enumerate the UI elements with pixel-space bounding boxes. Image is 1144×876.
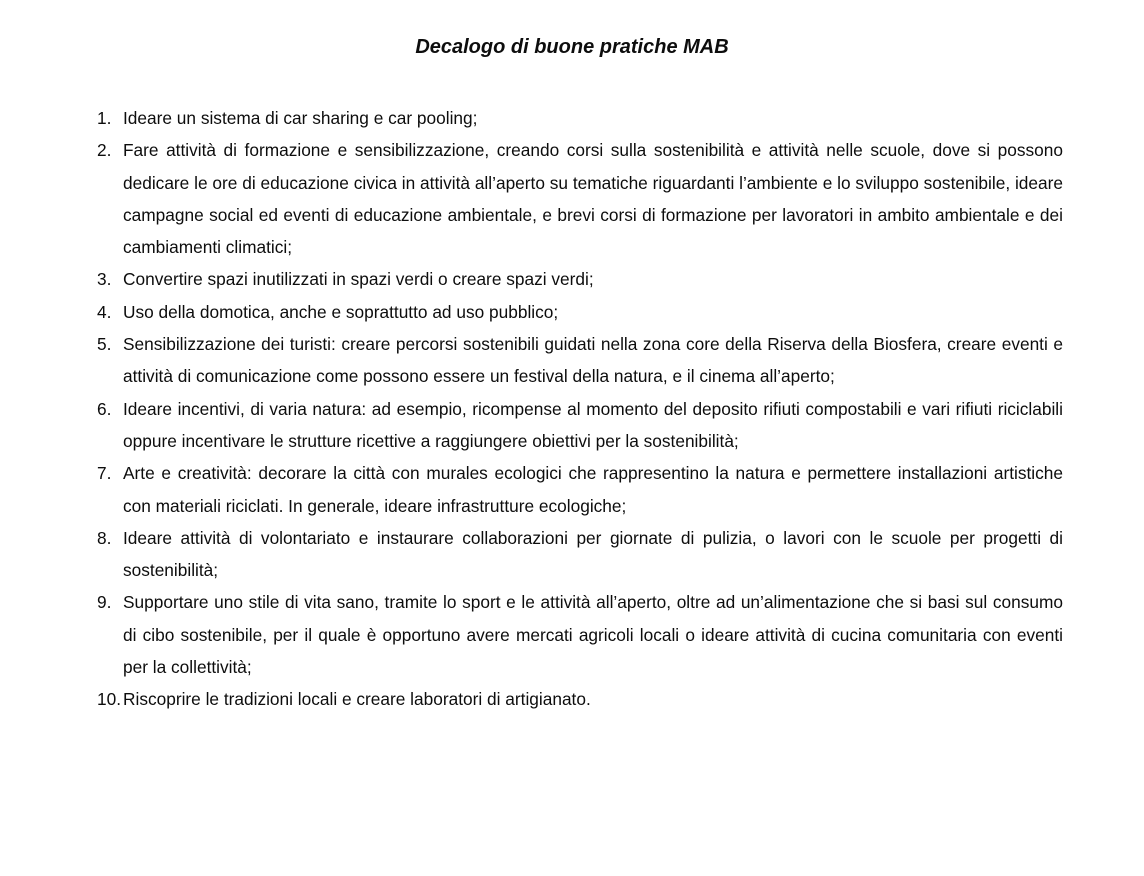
- list-item-number: 8.: [97, 527, 112, 548]
- page-title: Decalogo di buone pratiche MAB: [415, 36, 729, 58]
- list-item-text: Ideare attività di volontariato e instaurare collaborazioni per giornate di pulizia, o lavori con le scuole per progetti di sostenibilità;: [123, 527, 1063, 581]
- list-item-text: Uso della domotica, anche e soprattutto ad uso pubblico;: [123, 301, 559, 322]
- list-item-number: 2.: [97, 140, 112, 161]
- list-item: [97, 296, 1063, 328]
- list-item: [97, 586, 1063, 683]
- list-item-text: Riscoprire le tradizioni locali e creare laboratori di artigianato.: [123, 689, 591, 710]
- list-item-number: 6.: [97, 398, 112, 419]
- list-item-number: 4.: [97, 301, 112, 322]
- list-item: [97, 522, 1063, 587]
- list-item-number: 5.: [97, 334, 112, 355]
- list-item-number: 9.: [97, 592, 112, 613]
- list-item-number: 7.: [97, 463, 112, 484]
- document-page: [0, 33, 1144, 876]
- list-item-text: Fare attività di formazione e sensibilizzazione, creando corsi sulla sostenibilità e attività nelle scuole, dove si possono dedicare le ore di educazione civica in attività all’aperto su tematiche riguardanti l’ambiente e lo sviluppo sostenibile, ideare campagne social ed eventi di educazione ambientale, e brevi corsi di formazione per lavoratori in ambito ambientale e dei cambiamenti climatici;: [123, 140, 1063, 258]
- list-item-text: Sensibilizzazione dei turisti: creare percorsi sostenibili guidati nella zona core della Riserva della Biosfera, creare eventi e attività di comunicazione come possono essere un festival della natura, e il cinema all’aperto;: [123, 334, 1063, 387]
- practices-list: [0, 102, 1144, 716]
- list-item-text: Ideare incentivi, di varia natura: ad esempio, ricompense al momento del deposito rifiuti compostabili e vari rifiuti riciclabili oppure incentivare le strutture ricettive a raggiungere obiettivi per la sostenibilità;: [123, 398, 1063, 451]
- list-item: [97, 393, 1063, 458]
- list-item: [97, 134, 1063, 263]
- list-item-text: Convertire spazi inutilizzati in spazi verdi o creare spazi verdi;: [123, 269, 594, 290]
- list-item: [97, 263, 1063, 295]
- list-item-number: 10.: [97, 689, 122, 710]
- list-item-number: 1.: [97, 108, 112, 128]
- list-item: [97, 328, 1063, 393]
- list-item-text: Supportare uno stile di vita sano, tramite lo sport e le attività all’aperto, oltre ad un’alimentazione che si basi sul consumo di cibo sostenibile, per il quale è opportuno avere mercati agricoli locali o ideare attività di cucina comunitaria con eventi per la collettività;: [123, 592, 1063, 678]
- list-item-text: Arte e creatività: decorare la città con murales ecologici che rappresentino la natura e permettere installazioni artistiche con materiali riciclati. In generale, ideare infrastrutture ecologiche;: [123, 463, 1063, 516]
- list-item: [97, 683, 1063, 715]
- list-item-number: 3.: [97, 269, 112, 290]
- list-item: [97, 102, 1063, 134]
- list-item: [97, 457, 1063, 522]
- list-item-text: Ideare un sistema di car sharing e car pooling;: [123, 108, 478, 128]
